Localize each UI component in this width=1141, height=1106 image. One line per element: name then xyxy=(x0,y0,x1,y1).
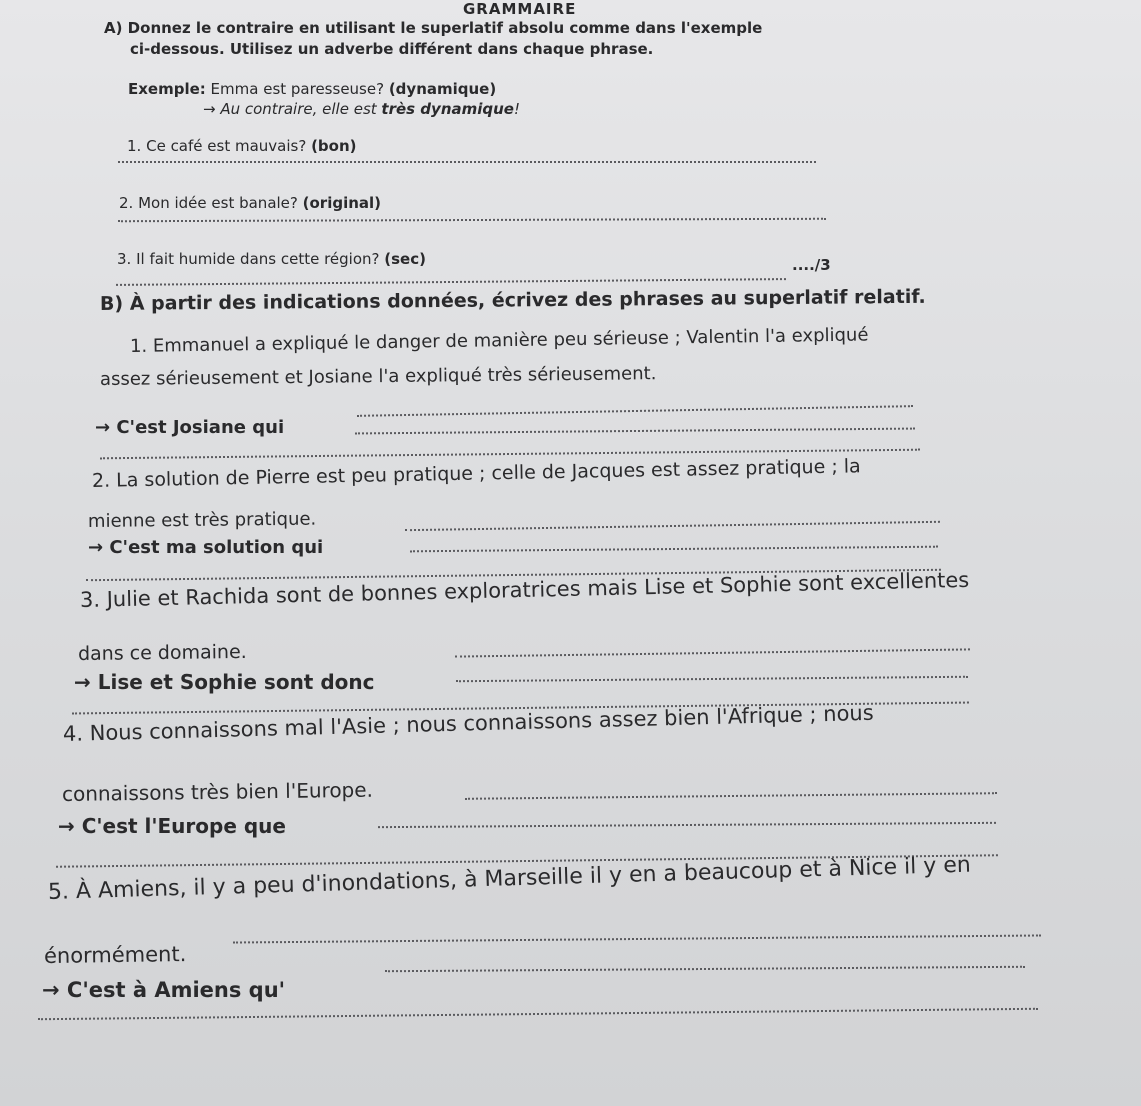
item-hint: (sec) xyxy=(384,250,426,268)
example-answer-end: ! xyxy=(513,100,520,118)
answer-line-a3[interactable] xyxy=(116,278,786,286)
page-title: GRAMMAIRE xyxy=(463,0,577,18)
answer-line-b5a[interactable] xyxy=(233,934,1041,943)
b1-line2: assez sérieusement et Josiane l'a expliqué très sérieusement. xyxy=(99,363,657,390)
b5-line2: énormément. xyxy=(43,942,187,968)
b4-line2: connaissons très bien l'Europe. xyxy=(61,777,374,806)
example-label: Exemple: xyxy=(128,80,206,98)
example-hint: (dynamique) xyxy=(388,80,497,98)
b5-line1: 5. À Amiens, il y a peu d'inondations, à Marseille il y en a beaucoup et à Nice il y en xyxy=(47,852,972,905)
answer-line-b3a[interactable] xyxy=(455,648,970,657)
answer-line-b5c[interactable] xyxy=(38,1008,1038,1020)
item-text: Mon idée est banale? xyxy=(138,194,303,212)
example-answer-bold: très dynamique xyxy=(381,100,514,118)
b2-line2: mienne est très pratique. xyxy=(87,508,317,532)
b2-line1: 2. La solution de Pierre est peu pratique ; celle de Jacques est assez pratique ; la xyxy=(91,455,861,492)
item-text: Ce café est mauvais? xyxy=(146,137,312,155)
score-box: ..../3 xyxy=(792,256,831,274)
b1-line1: 1. Emmanuel a expliqué le danger de manière peu sérieuse ; Valentin l'a expliqué xyxy=(129,324,869,357)
b1-answer: → C'est Josiane qui xyxy=(95,417,285,438)
item-hint: (original) xyxy=(302,194,382,212)
answer-line-b4b[interactable] xyxy=(378,822,996,828)
b4-answer: → C'est l'Europe que xyxy=(58,814,286,838)
answer-line-b1a[interactable] xyxy=(357,405,913,417)
answer-line-b2b[interactable] xyxy=(410,546,938,553)
answer-line-b3b[interactable] xyxy=(456,676,968,682)
answer-line-b5b[interactable] xyxy=(385,966,1025,972)
answer-line-a2[interactable] xyxy=(118,218,826,222)
answer-line-b1b[interactable] xyxy=(355,428,915,435)
arrow-icon: → xyxy=(203,100,221,118)
section-a-item-3 xyxy=(117,250,426,268)
answer-line-a1[interactable] xyxy=(118,161,816,163)
item-number: 1. xyxy=(127,137,142,155)
example-answer-italic: Au contraire, elle est xyxy=(220,100,382,118)
section-b-instruction: B) À partir des indications données, écrivez des phrases au superlatif relatif. xyxy=(99,285,926,315)
section-a-item-1 xyxy=(127,137,357,155)
b3-line2: dans ce domaine. xyxy=(77,640,247,665)
b4-line1: 4. Nous connaissons mal l'Asie ; nous connaissons assez bien l'Afrique ; nous xyxy=(62,700,874,746)
item-text: Il fait humide dans cette région? xyxy=(136,250,385,268)
section-a-instruction-line2: ci-dessous. Utilisez un adverbe différent dans chaque phrase. xyxy=(130,40,654,58)
b5-answer: → C'est à Amiens qu' xyxy=(42,978,286,1002)
section-a-item-2 xyxy=(119,194,381,212)
section-a-instruction-line1: A) Donnez le contraire en utilisant le superlatif absolu comme dans l'exemple xyxy=(104,19,763,37)
example-question xyxy=(128,80,496,98)
answer-line-b4a[interactable] xyxy=(465,792,997,800)
item-number: 3. xyxy=(117,250,132,268)
item-hint: (bon) xyxy=(311,137,357,155)
answer-line-b2a[interactable] xyxy=(405,521,940,531)
item-number: 2. xyxy=(119,194,134,212)
example-question-text: Emma est paresseuse? xyxy=(205,80,389,98)
b2-answer: → C'est ma solution qui xyxy=(88,537,324,558)
example-answer xyxy=(203,100,520,118)
b3-answer: → Lise et Sophie sont donc xyxy=(74,670,375,694)
b3-line1: 3. Julie et Rachida sont de bonnes exploratrices mais Lise et Sophie sont excellentes xyxy=(79,567,970,612)
